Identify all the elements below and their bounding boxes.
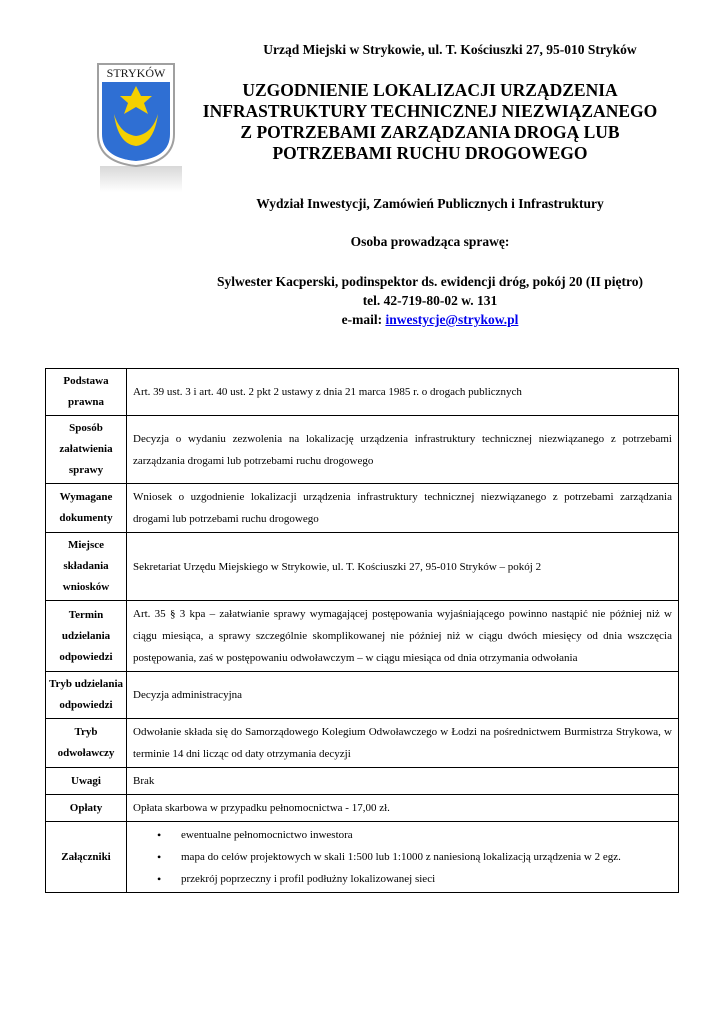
crest-shadow [100, 166, 182, 192]
row-label: Opłaty [46, 795, 127, 822]
table-row [46, 533, 679, 601]
row-value: Odwołanie składa się do Samorządowego Kolegium Odwoławczego w Łodzi na pośrednictwem Burmistrza Strykowa, w terminie 14 dni licząc od daty otrzymania decyzji [127, 719, 679, 768]
row-label: Tryb odwoławczy [46, 719, 127, 768]
email-link[interactable]: inwestycje@strykow.pl [385, 312, 519, 327]
email-label: e-mail: [341, 312, 386, 327]
title-line: Z POTRZEBAMI ZARZĄDZANIA DROGĄ LUB [240, 122, 620, 142]
contact-email-line [190, 310, 670, 329]
contact-person: Sylwester Kacperski, podinspektor ds. ewidencji dróg, pokój 20 (II piętro) [216, 274, 644, 289]
office-address: Urząd Miejski w Strykowie, ul. T. Kościuszki 27, 95-010 Stryków [263, 42, 637, 57]
row-value: Art. 35 § 3 kpa – załatwianie sprawy wymagającej postępowania wyjaśniającego powinno nastąpić nie później niż w ciągu miesiąca, a sprawy szczególnie skomplikowanej nie później niż w ciągu dwóch miesięcy od dnia wszczęcia postępowania, zaś w postępowaniu odwoławczym – w ciągu miesiąca od dnia otrzymania odwołania [127, 601, 679, 672]
title-line: INFRASTRUKTURY TECHNICZNEJ NIEZWIĄZANEGO [202, 101, 658, 121]
title-line: POTRZEBAMI RUCHU DROGOWEGO [272, 143, 588, 163]
contact-block [190, 272, 670, 329]
table-row [46, 601, 679, 672]
row-value: Opłata skarbowa w przypadku pełnomocnictwa - 17,00 zł. [127, 795, 679, 822]
table-row [46, 672, 679, 719]
list-item: • mapa do celów projektowych w skali 1:500 lub 1:1000 z naniesioną lokalizacją urządzenia w 2 egz. [133, 846, 672, 868]
row-label: Załączniki [46, 822, 127, 893]
row-value: Decyzja o wydaniu zezwolenia na lokalizację urządzenia infrastruktury technicznej niezwiązanego z potrzebami zarządzania drogami lub potrzebami ruchu drogowego [127, 416, 679, 484]
document-title [200, 80, 660, 164]
table-row [46, 822, 679, 893]
table-row [46, 484, 679, 533]
table-row [46, 719, 679, 768]
procedure-info-table [45, 368, 679, 893]
row-label: Tryb udzielania odpowiedzi [46, 672, 127, 719]
row-label: Sposób załatwienia sprawy [46, 416, 127, 484]
title-line: UZGODNIENIE LOKALIZACJI URZĄDZENIA [242, 80, 618, 100]
table-row [46, 768, 679, 795]
list-item: • przekrój poprzeczny i profil podłużny lokalizowanej sieci [133, 868, 672, 890]
table-row [46, 369, 679, 416]
row-value: Art. 39 ust. 3 i art. 40 ust. 2 pkt 2 ustawy z dnia 21 marca 1985 r. o drogach publicznych [127, 369, 679, 416]
row-label: Termin udzielania odpowiedzi [46, 601, 127, 672]
crest-label: STRYKÓW [106, 66, 166, 80]
table-row [46, 795, 679, 822]
row-value: Brak [127, 768, 679, 795]
contact-phone: tel. 42-719-80-02 w. 131 [362, 293, 498, 308]
row-label: Podstawa prawna [46, 369, 127, 416]
department-name: Wydział Inwestycji, Zamówień Publicznych i Infrastruktury [256, 196, 604, 211]
coat-of-arms-icon [96, 62, 176, 168]
row-label: Uwagi [46, 768, 127, 795]
list-item: • ewentualne pełnomocnictwo inwestora [133, 824, 672, 846]
responsible-person-label: Osoba prowadząca sprawę: [350, 234, 510, 249]
row-value: Wniosek o uzgodnienie lokalizacji urządzenia infrastruktury technicznej niezwiązanego z potrzebami zarządzania drogami lub potrzebami ruchu drogowego [127, 484, 679, 533]
table-row [46, 416, 679, 484]
row-label: Wymagane dokumenty [46, 484, 127, 533]
row-label: Miejsce składania wniosków [46, 533, 127, 601]
row-value: Decyzja administracyjna [127, 672, 679, 719]
attachments-list [133, 824, 672, 890]
attachments-list-cell [127, 822, 679, 893]
row-value: Sekretariat Urzędu Miejskiego w Strykowie, ul. T. Kościuszki 27, 95-010 Stryków – pokój 2 [127, 533, 679, 601]
